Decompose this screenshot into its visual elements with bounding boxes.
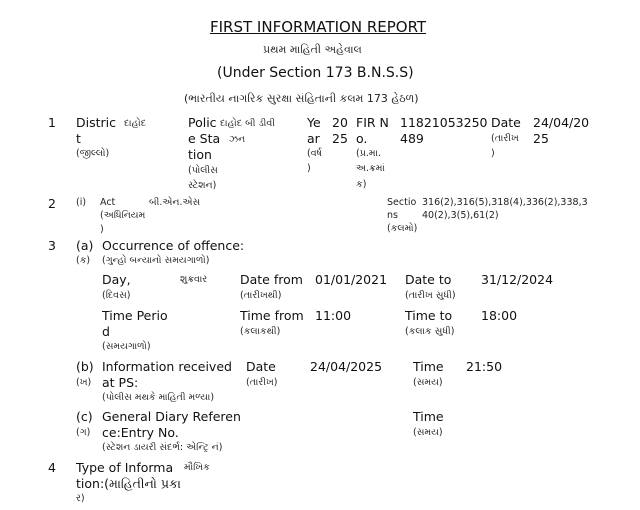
sections-label-continued: ns (387, 210, 398, 221)
sub-item-a: (a) (76, 238, 94, 253)
fir-number-label: FIR N (356, 115, 389, 130)
general-diary-label-continued: ce:Entry No. (102, 425, 179, 440)
info-date-value: 24/04/2025 (310, 359, 383, 374)
district-label-continued: t (76, 131, 81, 146)
act-label-gujarati: (અધિનિયમ (100, 210, 146, 221)
police-station-label-gujarati: (પોલીસ (188, 165, 218, 176)
info-date-label-gujarati: (તારીખ) (246, 377, 278, 388)
fir-number-label-continued: o. (356, 131, 368, 146)
diary-time-label: Time (413, 409, 444, 424)
year-label-gujarati: (વર્ષ (307, 148, 322, 159)
section-subtitle: (Under Section 173 B.N.S.S) (217, 65, 414, 81)
date-label: Date (491, 115, 521, 130)
time-period-label: Time Perio (102, 308, 168, 323)
police-station-label-gujarati-2: સ્ટેશન) (188, 180, 217, 191)
sections-value: 316(2),316(5),318(4),336(2),338,3 (422, 197, 588, 208)
section-subtitle-gujarati: (ભારતીય નાગરિક સુરક્ષા સંહિતાની કલમ 173 હેઠળ) (184, 92, 419, 105)
date-to-value: 31/12/2024 (481, 272, 554, 287)
fir-number-value: 11821053250 (400, 115, 488, 130)
date-to-label: Date to (405, 272, 452, 287)
type-of-information-label-continued: tion:(માહિતીનો પ્રકા (76, 476, 181, 491)
time-from-value: 11:00 (315, 308, 352, 323)
information-received-label-gujarati: (પોલીસ મથકે માહિતી મળ્યા) (102, 392, 215, 403)
district-value: દાહોદ (124, 118, 147, 129)
police-station-value: દાહોદ બી ડીવી (220, 118, 276, 129)
sections-label: Sectio (387, 197, 417, 208)
year-label-continued: ar (307, 131, 320, 146)
sections-label-gujarati: (કલમો) (387, 223, 418, 234)
item-number-4: 4 (48, 460, 56, 475)
info-time-label: Time (413, 359, 444, 374)
act-value: બી.એન.એસ (149, 197, 201, 208)
time-period-label-continued: d (102, 324, 110, 339)
date-label-gujarati: (તારીખ (491, 133, 519, 144)
fir-number-label-gujarati-2: અ.ક્રમાં (356, 163, 385, 174)
info-time-label-gujarati: (સમય) (413, 377, 443, 388)
fir-number-label-gujarati-3: ક) (356, 179, 367, 190)
sections-value-continued: 40(2),3(5),61(2) (422, 210, 499, 221)
information-received-label: Information received (102, 359, 232, 374)
day-value: શુક્રવાર (180, 274, 208, 285)
info-time-value: 21:50 (466, 359, 503, 374)
fir-number-value-continued: 489 (400, 131, 424, 146)
info-date-label: Date (246, 359, 276, 374)
sub-item-c-gujarati: (ગ) (76, 427, 91, 438)
time-from-label: Time from (240, 308, 304, 323)
document-title: FIRST INFORMATION REPORT (210, 18, 427, 36)
sub-item-b: (b) (76, 359, 94, 374)
year-value-continued: 25 (332, 131, 348, 146)
document-title-gujarati: પ્રથમ માહિતી અહેવાલ (263, 43, 362, 56)
item-number-1: 1 (48, 115, 56, 130)
date-label-gujarati-close: ) (491, 148, 495, 159)
year-label: Ye (307, 115, 321, 130)
act-label: Act (100, 197, 116, 208)
time-to-value: 18:00 (481, 308, 518, 323)
district-label-gujarati: (જીલ્લો) (76, 148, 110, 159)
police-station-value-continued: ઝન (229, 134, 246, 145)
year-value: 20 (332, 115, 348, 130)
item-number-2: 2 (48, 196, 56, 211)
type-of-information-label: Type of Informa (76, 460, 174, 475)
date-from-label: Date from (240, 272, 303, 287)
day-label-gujarati: (દિવસ) (102, 290, 131, 301)
item-number-3: 3 (48, 238, 56, 253)
sub-item-b-gujarati: (ખ) (76, 377, 92, 388)
occurrence-label: Occurrence of offence: (102, 238, 245, 253)
fir-number-label-gujarati: (પ્ર.મા. (356, 148, 381, 159)
date-value: 24/04/20 (533, 115, 590, 130)
date-from-value: 01/01/2021 (315, 272, 388, 287)
police-station-label: Polic (188, 115, 217, 130)
year-label-gujarati-close: ) (307, 163, 311, 174)
time-period-label-gujarati: (સમયગાળો) (102, 341, 151, 352)
date-from-label-gujarati: (તારીખથી) (240, 290, 282, 301)
information-received-label-continued: at PS: (102, 375, 139, 390)
type-of-information-label-continued-2: ર) (76, 493, 85, 504)
time-to-label: Time to (405, 308, 453, 323)
occurrence-label-gujarati: (ગુન્હો બન્યાનો સમયગાળો) (102, 255, 210, 266)
date-value-continued: 25 (533, 131, 549, 146)
general-diary-label: General Diary Referen (102, 409, 241, 424)
day-label: Day, (102, 272, 131, 287)
date-to-label-gujarati: (તારીખ સુધી) (405, 290, 456, 301)
sub-item-a-gujarati: (ક) (76, 255, 91, 266)
general-diary-label-gujarati: (સ્ટેશન ડાયરી સંદર્ભ: એન્ટ્રિ નં) (102, 442, 223, 453)
police-station-label-continued: e Sta (188, 131, 221, 146)
act-label-gujarati-close: ) (100, 224, 104, 235)
sub-item-i: (i) (76, 197, 87, 208)
diary-time-label-gujarati: (સમય) (413, 427, 443, 438)
sub-item-c: (c) (76, 409, 93, 424)
police-station-label-continued-2: tion (188, 147, 212, 162)
type-of-information-value: મૌખિક (184, 462, 210, 473)
time-to-label-gujarati: (કલાક સુધી) (405, 326, 455, 337)
time-from-label-gujarati: (કલાકથી) (240, 326, 281, 337)
district-label: Distric (76, 115, 116, 130)
